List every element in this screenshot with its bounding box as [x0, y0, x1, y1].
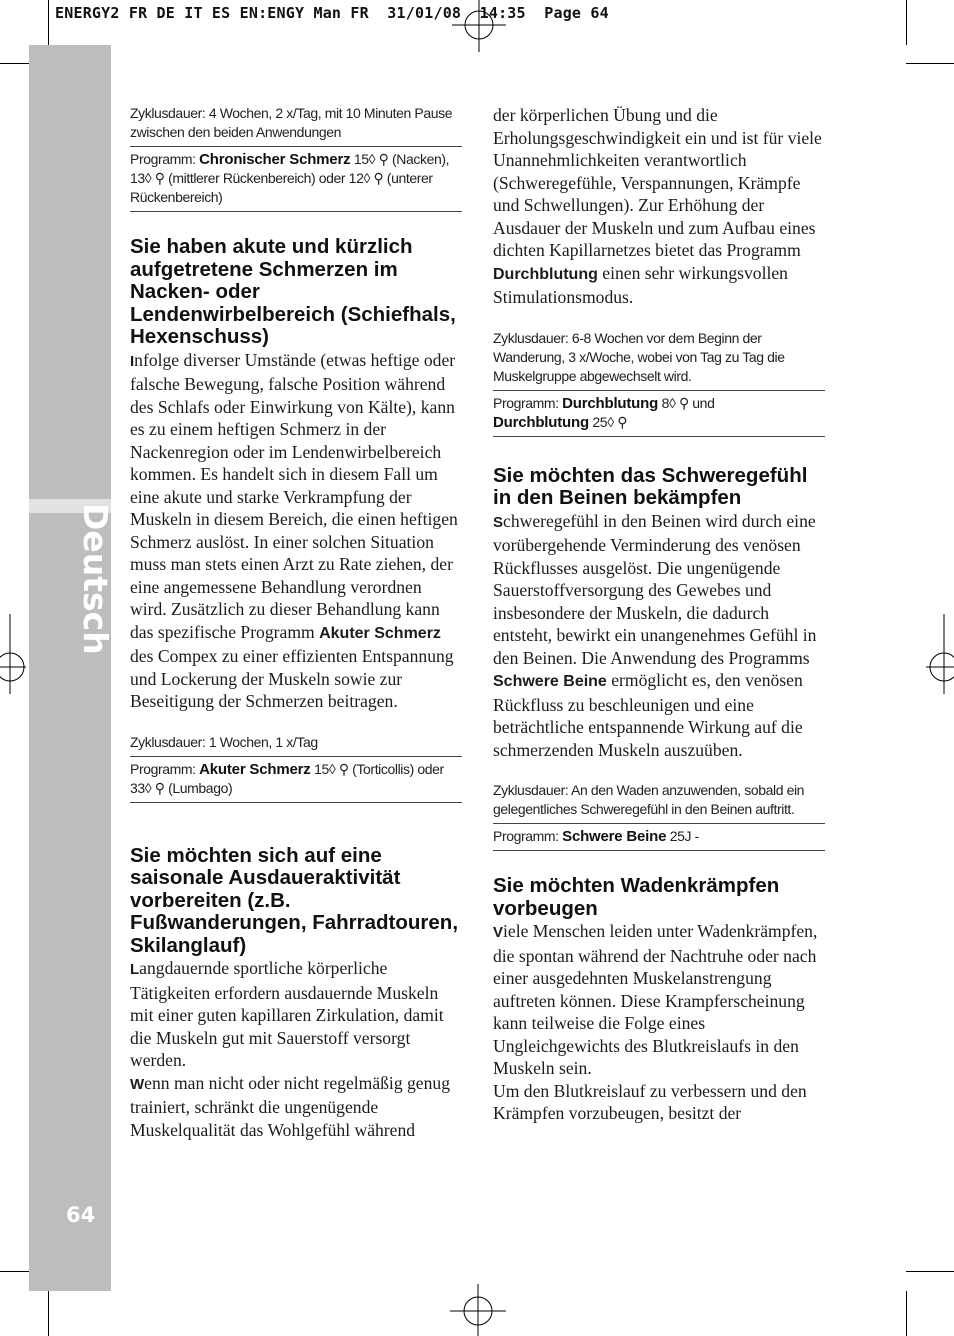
- divider: [130, 146, 462, 147]
- program-detail: 15◊ ⚲ (Torticollis) oder 33◊ ⚲ (Lumbago): [130, 760, 444, 796]
- program-name: Chronischer Schmerz: [199, 151, 351, 168]
- body-paragraph: [130, 349, 462, 713]
- program-info: [493, 394, 825, 432]
- body-paragraph: [130, 957, 462, 1072]
- cycle-duration: Zyklusdauer: 4 Wochen, 2 x/Tag, mit 10 Minuten Pause zwischen den beiden Anwendungen: [130, 105, 453, 140]
- page-number: 64: [66, 1203, 96, 1227]
- crop-mark: [906, 1271, 954, 1272]
- paragraph-text: einen sehr wirkungsvollen Stimulationsmodus.: [493, 262, 788, 307]
- body-paragraph: Um den Blutkreislauf zu verbessern und den Krämpfen vorzubeugen, besitzt der: [493, 1080, 807, 1123]
- drop-cap: I: [130, 352, 135, 370]
- program-prefix: Programm:: [130, 151, 196, 167]
- program-prefix: Programm:: [130, 760, 196, 777]
- crop-mark: [906, 63, 954, 64]
- paragraph-text: enn man nicht oder nicht regelmäßig genug trainiert, schränkt die ungenügende Muskelqualität das Wohlgefühl während: [130, 1072, 451, 1140]
- crop-mark: [906, 1291, 907, 1336]
- paragraph-text: iele Menschen leiden unter Wadenkrämpfen, die spontan während der Nachtruhe oder nach einer ausgedehnten Muskelanstrengung auftreten können. Diese Krampferscheinung kann teilweise die Folge eines Ungleichgewichts des Blutkreislaufs in den Muskeln sein.: [493, 921, 818, 1078]
- divider: [493, 823, 825, 824]
- program-detail: 25J -: [669, 828, 699, 844]
- language-sidebar: [29, 45, 115, 1291]
- right-column: [493, 104, 825, 1125]
- crop-mark: [48, 1291, 49, 1336]
- divider: [493, 390, 825, 391]
- drop-cap: S: [493, 513, 504, 531]
- crop-mark: [906, 0, 907, 45]
- paragraph-text: chweregefühl in den Beinen wird durch eine vorübergehende Verminderung des venösen Rückflusses ausgelöst. Die ungenügende Sauerstoffversorgung des Gewebes und insbesondere der Muskeln, die dadurch entsteht, bewirkt ein unangenehmes Gefühl in den Beinen. Die Anwendung des Programms: [493, 510, 817, 668]
- section-heading: Sie möchten Wadenkrämpfen vorbeugen: [493, 874, 780, 920]
- registration-mark-icon: [450, 1284, 506, 1336]
- section-heading: Sie möchten sich auf eine saisonale Ausdaueraktivität vorbereiten (z.B. Fußwanderungen, Fahrradtouren, Skilanglauf): [130, 843, 459, 957]
- program-reference: Schwere Beine: [493, 673, 607, 690]
- program-detail: 15◊ ⚲ (Nacken), 13◊ ⚲ (mittlerer Rückenbereich) oder 12◊ ⚲ (unterer Rückenbereich): [130, 151, 450, 205]
- divider: [130, 756, 462, 757]
- paragraph-text: der körperlichen Übung und die Erholungsgeschwindigkeit ein und ist für viele Unannehmlichkeiten verantwortlich (Schweregefühle, Verspannungen, Krämpfe und Schwellungen). Zur Erhöhung der Ausdauer der Muskeln und zum Aufbau eines dichten Kapillarnetzes bietet das Programm: [493, 105, 822, 260]
- cycle-duration: Zyklusdauer: 6-8 Wochen vor dem Beginn der Wanderung, 3 x/Woche, wobei von Tag zu Tag die Muskelgruppe abgewechselt wird.: [493, 329, 785, 384]
- program-prefix: Programm:: [493, 394, 559, 411]
- program-detail: 25◊ ⚲: [592, 413, 628, 430]
- program-info: [130, 760, 462, 798]
- section-heading: Sie möchten das Schweregefühl in den Beinen bekämpfen: [493, 463, 808, 509]
- crop-mark: [48, 0, 49, 45]
- paragraph-text: nfolge diverser Umstände (etwas heftige oder falsche Bewegung, falsche Position während des Schlafs oder Einwirkung von Kälte), kann es zu einem heftigen Schmerz in der Nackenregion oder im Lendenwirbelbereich kommen. Es handelt sich in diesem Fall um eine akute und starke Verkrampfung der Muskeln in diesem Bereich, die einen heftigen Schmerz auslöst. In einer solchen Situation muss man stets einen Arzt zu Rate ziehen, der eine angemessene Behandlung verordnen wird. Zusätzlich zu dieser Behandlung kann das spezifische Programm: [130, 349, 458, 642]
- body-paragraph: [130, 1072, 462, 1142]
- program-info: [493, 827, 825, 846]
- drop-cap: L: [130, 961, 140, 978]
- left-column: [130, 104, 462, 1141]
- program-name: Durchblutung: [562, 394, 659, 412]
- paragraph-text: angdauernde sportliche körperliche Tätigkeiten erfordern ausdauernde Muskeln mit einer guten kapillaren Zirkulation, damit die Muskeln gut mit Sauerstoff versorgt werden.: [130, 958, 444, 1070]
- body-paragraph: [493, 920, 825, 1080]
- program-info: [130, 150, 462, 207]
- drop-cap: W: [130, 1075, 145, 1093]
- program-name: Schwere Beine: [562, 828, 667, 845]
- program-reference: Durchblutung: [493, 265, 598, 283]
- program-detail: 8◊ ⚲ und: [661, 394, 715, 411]
- paragraph-text: ermöglicht es, den venösen Rückfluss zu beschleunigen und eine beträchtliche entspannende Wirkung auf die schmerzenden Muskeln auszuüben.: [493, 670, 803, 760]
- body-paragraph: [493, 510, 825, 762]
- cycle-duration: Zyklusdauer: 1 Wochen, 1 x/Tag: [130, 733, 318, 750]
- drop-cap: V: [493, 924, 504, 941]
- program-reference: Akuter Schmerz: [319, 624, 441, 642]
- program-name: Durchblutung: [493, 413, 589, 431]
- cycle-duration: Zyklusdauer: An den Waden anzuwenden, sobald ein gelegentliches Schweregefühl in den Beinen auftritt.: [493, 782, 805, 817]
- language-label: Deutsch: [76, 503, 115, 655]
- print-header: ENERGY2 FR DE IT ES EN:ENGY Man FR 31/01/08 14:35 Page 64: [55, 4, 609, 22]
- body-paragraph: [493, 104, 825, 309]
- registration-mark-icon: [926, 614, 954, 694]
- program-name: Akuter Schmerz: [199, 760, 311, 778]
- registration-mark-icon: [0, 614, 26, 694]
- registration-mark-icon: [452, 0, 506, 54]
- program-prefix: Programm:: [493, 828, 559, 844]
- section-heading: Sie haben akute und kürzlich aufgetretene Schmerzen im Nacken- oder Lendenwirbelbereich (Schiefhals, Hexenschuss): [130, 235, 456, 348]
- paragraph-text: des Compex zu einer effizienten Entspannung und Lockerung der Muskeln sowie zur Beseitigung der Schmerzen beitragen.: [130, 646, 454, 711]
